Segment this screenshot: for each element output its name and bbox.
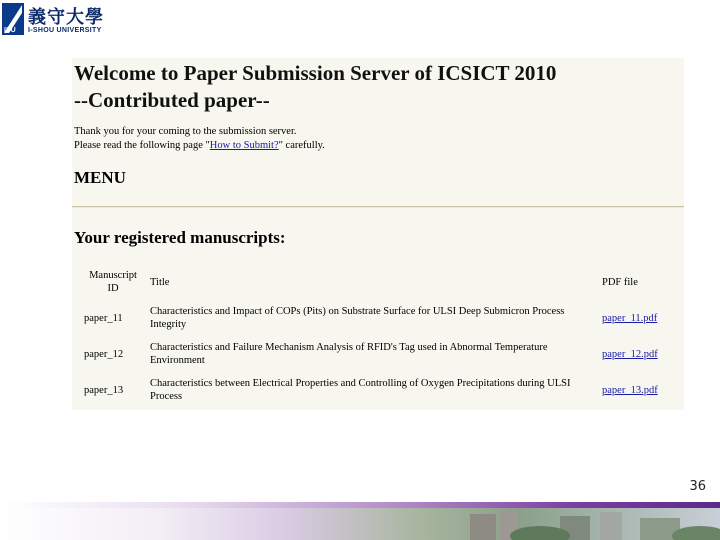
divider [72,206,684,208]
logo-badge-text: ISU [4,27,16,34]
header-pdf-file: PDF file [602,276,638,288]
pdf-link[interactable]: paper_13.pdf [602,384,658,396]
manuscript-id: paper_13 [84,384,124,396]
campus-buildings-icon [0,502,720,540]
page-title [74,60,556,114]
bottom-banner [0,502,720,540]
table-row [80,300,684,336]
intro-text [74,125,325,153]
manuscript-id: paper_11 [84,312,123,324]
intro-line2-after: " carefully. [278,140,325,151]
logo-name-cn: 義守大學 [28,7,104,28]
university-logo [2,3,122,37]
pdf-link[interactable]: paper_11.pdf [602,312,658,324]
table-row [80,372,684,408]
manuscript-title: Characteristics and Impact of COPs (Pits) on Substrate Surface for ULSI Deep Submicron Process Integrity [150,306,565,330]
manuscripts-heading: Your registered manuscripts: [74,228,286,247]
manuscript-id: paper_12 [84,348,124,360]
slide-page-number: 36 [689,479,706,494]
header-manuscript-id: Manuscript ID [89,270,137,294]
table-header-row [80,264,684,300]
how-to-submit-link[interactable]: How to Submit? [209,140,279,151]
page-title-line2: --Contributed paper-- [74,88,270,112]
submission-page-panel [72,58,684,410]
logo-name-en: I-SHOU UNIVERSITY [28,27,102,34]
intro-line2-before: Please read the following page " [74,140,210,151]
header-title: Title [150,276,170,288]
pdf-link[interactable]: paper_12.pdf [602,348,658,360]
table-row [80,336,684,372]
page-title-line1: Welcome to Paper Submission Server of ICSICT 2010 [74,61,557,85]
intro-line1: Thank you for your coming to the submission server. [74,126,297,137]
manuscript-title: Characteristics and Failure Mechanism Analysis of RFID's Tag used in Abnormal Temperature Environment [150,342,548,366]
manuscripts-table [80,264,684,408]
menu-heading: MENU [74,168,126,187]
logo-emblem-icon [2,3,24,35]
manuscript-title: Characteristics between Electrical Properties and Controlling of Oxygen Precipitations during ULSI Process [150,378,571,402]
